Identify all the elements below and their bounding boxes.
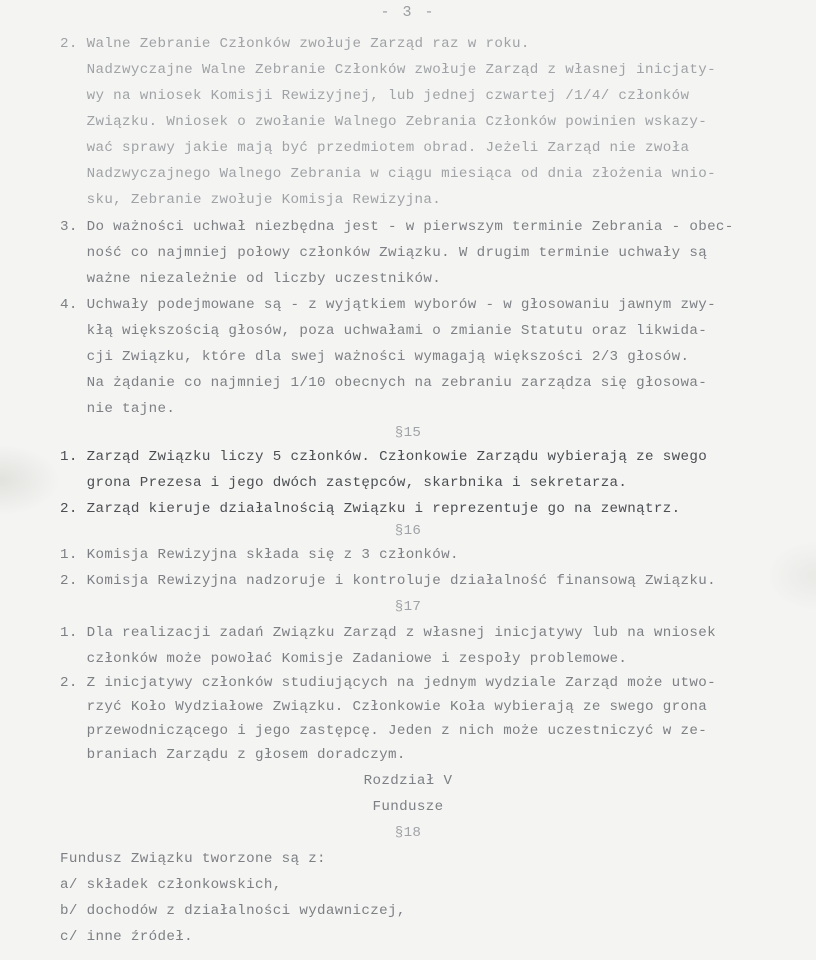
text-line: ważne niezależnie od liczby uczestników. — [60, 271, 442, 287]
section-heading: §16 — [394, 523, 422, 539]
section-heading: §15 — [394, 425, 422, 441]
text-line: 1. Dla realizacji zadań Związku Zarząd z własnej inicjatywy lub na wniosek — [60, 625, 716, 641]
text-line: kłą większością głosów, poza uchwałami o zmianie Statutu oraz likwida- — [60, 323, 708, 339]
text-line: Związku. Wniosek o zwołanie Walnego Zebrania Członków powinien wskazy- — [60, 114, 708, 130]
text-line: grona Prezesa i jego dwóch zastępców, skarbnika i sekretarza. — [60, 475, 628, 491]
page-number: - 3 - — [380, 4, 436, 21]
text-line: nie tajne. — [60, 401, 176, 417]
text-line: wać sprawy jakie mają być przedmiotem obrad. Jeżeli Zarząd nie zwoła — [60, 140, 690, 156]
text-line: ność co najmniej połowy członków Związku. W drugim terminie uchwały są — [60, 245, 708, 261]
text-line: członków może powołać Komisje Zadaniowe i zespoły problemowe. — [60, 651, 628, 667]
text-line: braniach Zarządu z głosem doradczym. — [60, 747, 406, 763]
text-line: 2. Komisja Rewizyjna nadzoruje i kontroluje działalność finansową Związku. — [60, 573, 716, 589]
section-heading: §17 — [394, 599, 422, 615]
text-line: rzyć Koło Wydziałowe Związku. Członkowie Koła wybierają ze swego grona — [60, 699, 708, 715]
text-line: 2. Z inicjatywy członków studiujących na jednym wydziale Zarząd może utwo- — [60, 675, 716, 691]
text-line: 2. Walne Zebranie Członków zwołuje Zarząd raz w roku. — [60, 36, 530, 52]
text-line: Nadzwyczajne Walne Zebranie Członków zwołuje Zarząd z własnej inicjaty- — [60, 62, 716, 78]
list-item: a/ składek członkowskich, — [60, 877, 282, 893]
text-line: 1. Komisja Rewizyjna składa się z 3 członków. — [60, 547, 459, 563]
chapter-title: Fundusze — [372, 799, 444, 815]
text-line: cji Związku, które dla swej ważności wymagają większości 2/3 głosów. — [60, 349, 690, 365]
text-line: 1. Zarząd Związku liczy 5 członków. Członkowie Zarządu wybierają ze swego — [60, 449, 708, 465]
text-line: Nadzwyczajnego Walnego Zebrania w ciągu miesiąca od dnia złożenia wnio- — [60, 166, 716, 182]
section-heading: §18 — [394, 825, 422, 841]
list-item: b/ dochodów z działalności wydawniczej, — [60, 903, 406, 919]
text-line: 3. Do ważności uchwał niezbędna jest - w pierwszym terminie Zebrania - obec- — [60, 219, 734, 235]
chapter-heading: Rozdział V — [363, 773, 453, 789]
text-line: wy na wniosek Komisji Rewizyjnej, lub jednej czwartej /1/4/ członków — [60, 88, 690, 104]
text-line: 2. Zarząd kieruje działalnością Związku i reprezentuje go na zewnątrz. — [60, 501, 681, 517]
list-item: c/ inne źródeł. — [60, 929, 193, 945]
text-line: sku, Zebranie zwołuje Komisja Rewizyjna. — [60, 192, 442, 208]
text-line: 4. Uchwały podejmowane są - z wyjątkiem wyborów - w głosowaniu jawnym zwy- — [60, 297, 716, 313]
text-line: Na żądanie co najmniej 1/10 obecnych na zebraniu zarządza się głosowa- — [60, 375, 708, 391]
text-line: przewodniczącego i jego zastępcę. Jeden z nich może uczestniczyć w ze- — [60, 723, 708, 739]
text-line: Fundusz Związku tworzone są z: — [60, 851, 326, 867]
